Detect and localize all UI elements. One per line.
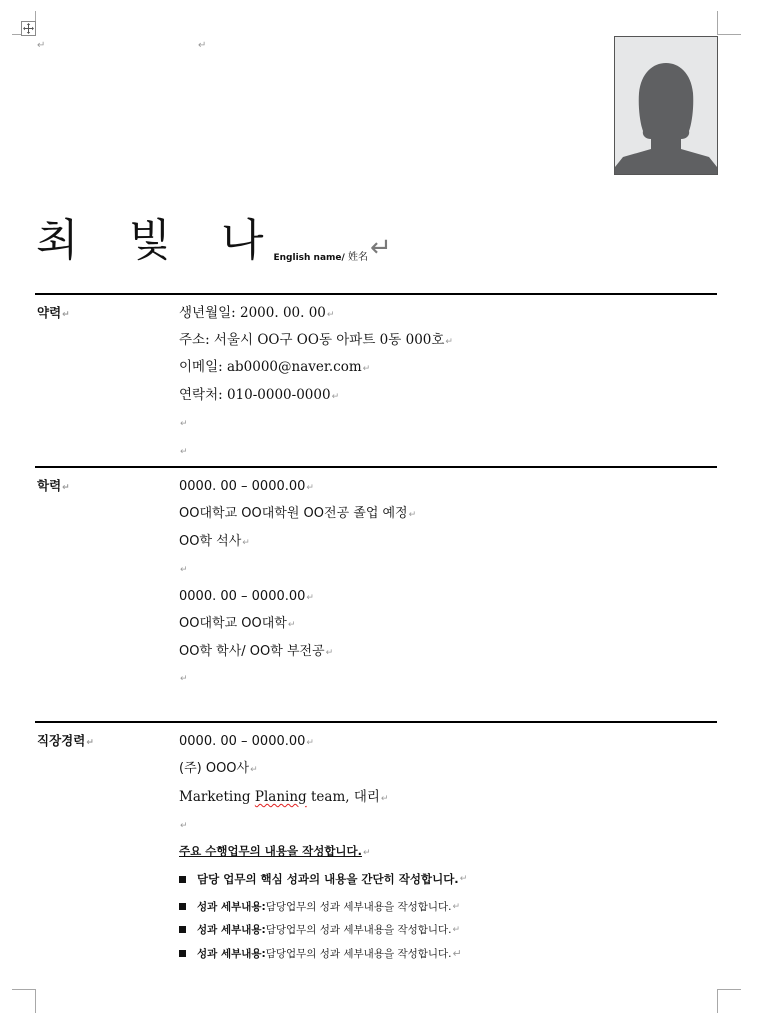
section-label-career: 직장경력↵ [37,733,94,748]
table-move-handle[interactable] [21,21,36,36]
square-bullet-icon [179,903,186,910]
profile-photo[interactable] [614,36,718,175]
empty-paragraph[interactable]: ↵ [180,565,188,575]
empty-paragraph[interactable]: ↵ [180,419,188,429]
education-degree-2[interactable]: OO학 학사/ OO학 부전공↵ [179,644,334,659]
name-header [36,215,392,267]
paragraph-mark: ↵ [198,40,207,51]
section-label-profile: 약력↵ [37,305,70,320]
empty-paragraph[interactable]: ↵ [180,821,188,831]
section-label-education: 학력↵ [37,478,70,493]
education-school-2[interactable]: OO대학교 OO대학↵ [179,616,296,631]
page-corner-mark-bottom-left [12,989,36,1013]
square-bullet-icon [179,876,186,883]
section-divider [35,721,717,723]
profile-address[interactable]: 주소: 서울시 OO구 OO동 아파트 0동 000호↵ [179,332,453,348]
spellcheck-error[interactable]: Planing [254,789,307,805]
empty-paragraph[interactable]: ↵ [180,674,188,684]
section-divider [35,293,717,295]
education-period-2[interactable]: 0000. 00 – 0000.00↵ [179,589,314,604]
career-role[interactable]: Marketing Planing team, 대리↵ [179,789,389,805]
square-bullet-icon [179,950,186,957]
person-silhouette-icon [615,37,717,174]
career-company[interactable]: (주) OOO사↵ [179,761,258,776]
education-degree-1[interactable]: OO학 석사↵ [179,534,250,549]
bullet-item[interactable]: 담당 업무의 핵심 성과의 내용을 간단히 작성합니다. ↵ [179,871,467,887]
full-name: 최 빛 나 [36,215,282,266]
square-bullet-icon [179,926,186,933]
profile-email[interactable]: 이메일: ab0000@naver.com↵ [179,359,371,375]
paragraph-mark-large: ↵ [370,233,392,263]
page-corner-mark-bottom-right [717,989,741,1013]
bullet-item[interactable]: 성과 세부내용: 담당업무의 성과 세부내용을 작성합니다. ↵ [179,899,460,914]
education-school-1[interactable]: OO대학교 OO대학원 OO전공 졸업 예정↵ [179,506,417,521]
move-arrows-icon [23,23,34,34]
empty-paragraph[interactable]: ↵ [180,447,188,457]
career-period[interactable]: 0000. 00 – 0000.00↵ [179,734,314,749]
english-name-label: English name/ [273,253,345,263]
profile-phone[interactable]: 연락처: 010-0000-0000↵ [179,387,340,403]
profile-birthdate[interactable]: 생년월일: 2000. 00. 00↵ [179,305,335,321]
page-corner-mark-top-right [717,11,741,35]
education-period-1[interactable]: 0000. 00 – 0000.00↵ [179,479,314,494]
paragraph-mark: ↵ [37,40,46,51]
duties-heading[interactable]: 주요 수행업무의 내용을 작성합니다.↵ [179,844,371,858]
bullet-item[interactable]: 성과 세부내용: 담당업무의 성과 세부내용을 작성합니다. ↵ [179,946,462,961]
section-divider [35,466,717,468]
chinese-name-label: 姓名 [344,252,368,263]
name-subtitle [273,248,368,263]
bullet-item[interactable]: 성과 세부내용: 담당업무의 성과 세부내용을 작성합니다. ↵ [179,922,460,937]
